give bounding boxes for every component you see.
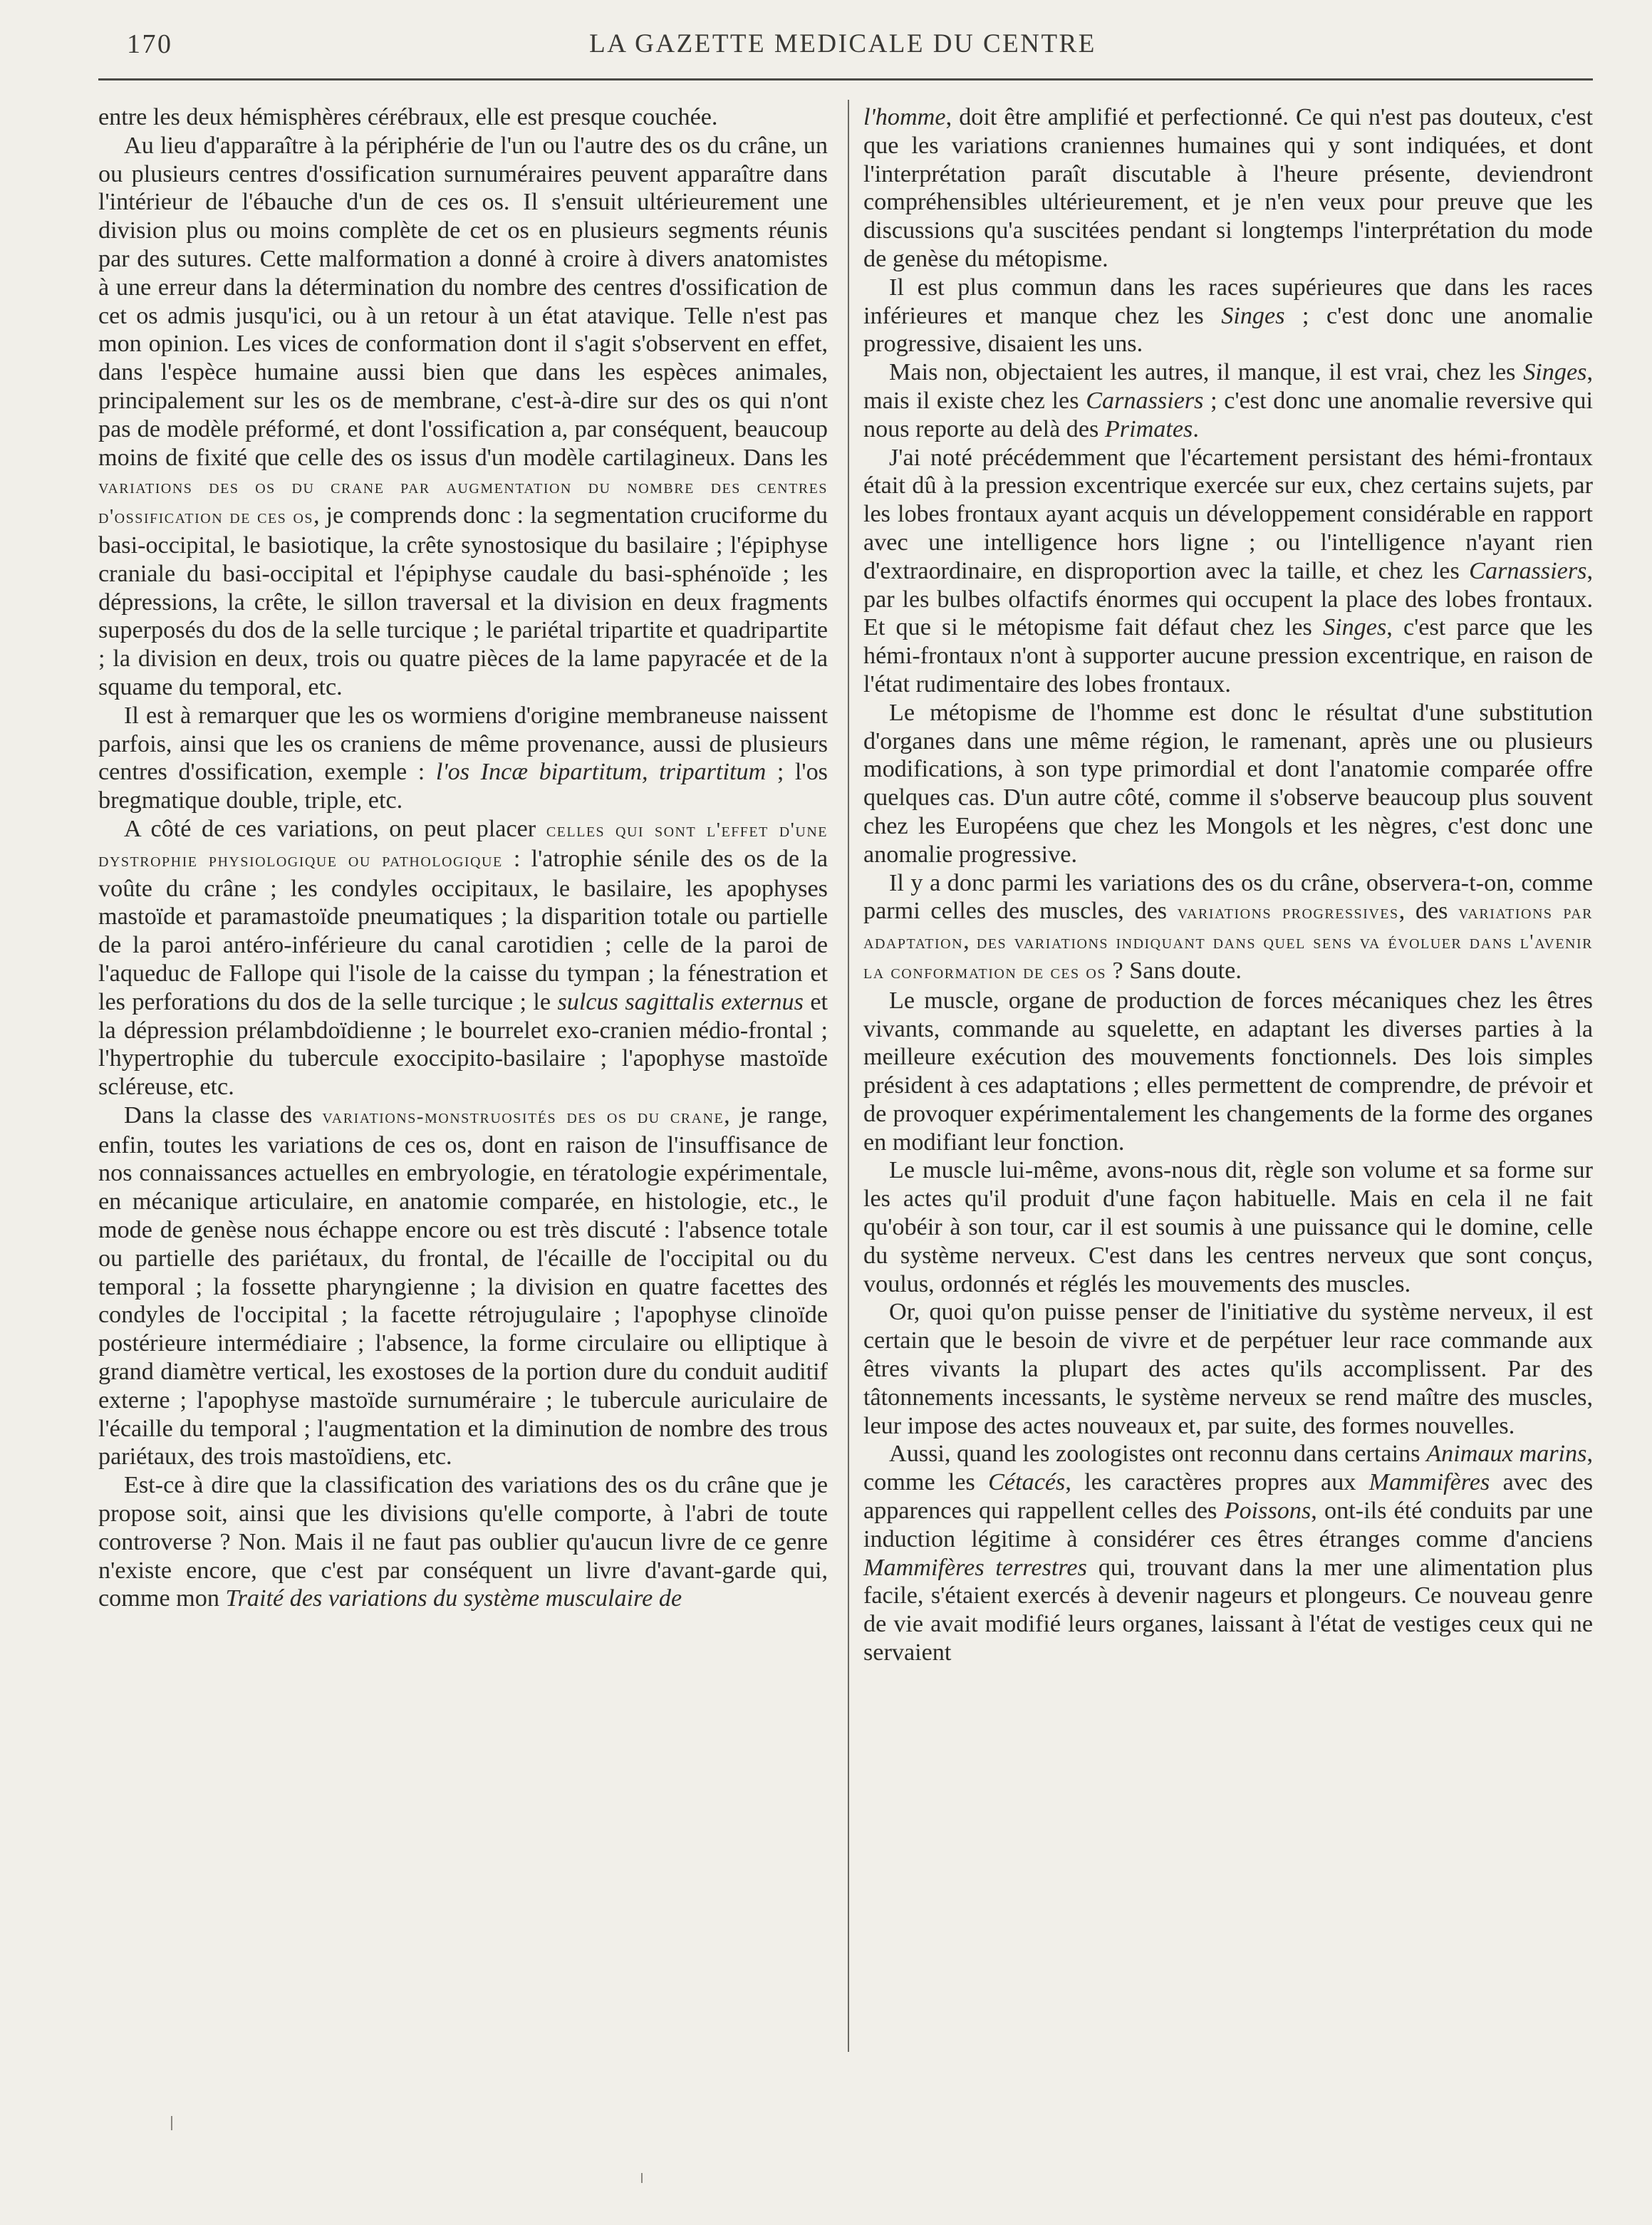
paragraph: Il y a donc parmi les variations des os du crâne, observera-t-on, comme parmi celles des muscles, des variations progressives, des variations par adaptation, des variations indiquant dans quel sens va évoluer dans l'avenir la conformation de ces os ? Sans doute. [863, 869, 1593, 984]
column-divider [848, 100, 849, 2052]
paragraph: Aussi, quand les zoologistes ont reconnu dans certains Animaux marins, comme les Cétacés, les caractères propres aux Mammifères avec des apparences qui rappellent celles des Poissons, ont-ils été conduits par une induction légitime à considérer ces êtres étranges comme d'anciens Mammifères terrestres qui, trouvant dans la mer une alimentation plus facile, s'étaient exercés à devenir nageurs et plongeurs. Ce nouveau genre de vie avait modifié leurs organes, laissant à l'état de vestiges ceux qui ne servaient [863, 1441, 1594, 1666]
paragraph: Le métopisme de l'homme est donc le résultat d'une substitution d'organes dans une même région, le ramenant, après une ou plusieurs modifications, à son type primordial et dont l'anatomie comparée offre quelques cas. D'un autre côté, comme il s'observe beaucoup plus souvent chez les Européens que chez les Mongols et les nègres, c'est donc une anomalie progressive. [863, 699, 1593, 868]
paragraph: Le muscle, organe de production de forces mécaniques chez les êtres vivants, commande au squelette, en adaptant les diverses parties à la meilleure exécution des mouvements fonctionnels. Des lois simples président à ces adaptations ; elles permettent de comprendre, de prévoir et de provoquer expérimentalement les changements de la forme des organes en modifiant leur fonction. [863, 987, 1593, 1156]
page-number: 170 [127, 29, 173, 59]
page-header [91, 24, 1594, 68]
paragraph: l'homme, doit être amplifié et perfectionné. Ce qui n'est pas douteux, c'est que les variations craniennes humaines qui y sont indiquées, et dont l'interprétation paraît discutable à l'heure présente, deviendront compréhensibles ultérieurement, et je n'en veux pour preuve que les discussions qu'a suscitées pendant si longtemps l'interprétation du mode de genèse du métopisme. [863, 104, 1593, 272]
paragraph: Le muscle lui-même, avons-nous dit, règle son volume et sa forme sur les actes qu'il produit d'une façon habituelle. Mais en cela il ne fait qu'obéir à son tour, car il est soumis à une puissance qui le domine, celle du système nerveux. C'est dans les centres nerveux que sont conçus, voulus, ordonnés et réglés les mouvements des muscles. [863, 1157, 1593, 1297]
header-rule [98, 78, 1593, 81]
paragraph: Au lieu d'apparaître à la périphérie de l'un ou l'autre des os du crâne, un ou plusieurs centres d'ossification surnuméraires peuvent apparaître dans l'intérieur de l'ébauche d'un de ces os. Il s'ensuit ultérieurement une division plus ou moins complète de cet os en plusieurs segments réunis par des sutures. Cette malformation a donné à croire à divers anatomistes à une erreur dans la détermination du nombre des centres d'ossification de cet os admis jusqu'ici, ou à un retour à un état atavique. Telle n'est pas mon opinion. Les vices de conformation dont il s'agit s'observent en effet, dans l'espèce humaine aussi bien que dans les espèces animales, principalement sur les os de membrane, c'est-à-dire sur des os qui n'ont pas de modèle préformé, et dont l'ossification a, par conséquent, beaucoup moins de fixité que celle des os issus d'un modèle cartilagineux. Dans les variations des os du crane par augmentation du nombre des centres d'ossification de ces os, je comprends donc : la segmentation cruciforme du basi-occipital, le basiotique, la crête synostosique du basilaire ; l'épiphyse craniale du basi-occipital et l'épiphyse caudale du basi-sphénoïde ; les dépressions, la crête, le sillon traversal et la division en deux fragments superposés du dos de la selle turcique ; le pariétal tripartite et quadripartite ; la division en deux, trois ou quatre pièces de la lame papyracée et de la squame du temporal, etc. [98, 132, 828, 700]
paragraph: Est-ce à dire que la classification des variations des os du crâne que je propose soit, ainsi que les divisions qu'elle comporte, à l'abri de toute controverse ? Non. Mais il ne faut pas oublier qu'aucun livre de ce genre n'existe encore, que c'est par conséquent un livre d'avant-garde qui, comme mon Traité des variations du système musculaire de [98, 1472, 828, 1612]
running-title: LA GAZETTE MEDICALE DU CENTRE [589, 29, 1096, 58]
right-column [863, 103, 1593, 1667]
paragraph: Dans la classe des variations-monstruosités des os du crane, je range, enfin, toutes les variations de ces os, dont en raison de l'insuffisance de nos connaissances actuelles en embryologie, en tératologie expérimentale, en mécanique articulaire, en anatomie comparée, en histologie, etc., le mode de genèse nous échappe encore ou est très discuté : l'absence totale ou partielle des pariétaux, du frontal, de l'écaille de l'occipital ou du temporal ; la fossette pharyngienne ; la division en quatre facettes des condyles de l'occipital ; la facette rétrojugulaire ; l'apophyse clinoïde postérieure intermédiaire ; l'absence, la forme circulaire ou elliptique à grand diamètre vertical, les exostoses de la portion dure du conduit auditif externe ; l'apophyse mastoïde surnuméraire ; le tubercule auriculaire de l'écaille du temporal ; l'augmentation et la diminution de nombre des trous pariétaux, des trois mastoïdiens, etc. [98, 1101, 828, 1471]
paragraph: entre les deux hémisphères cérébraux, elle est presque couchée. [98, 104, 718, 130]
paragraph: Il est plus commun dans les races supérieures que dans les races inférieures et manque chez les Singes ; c'est donc une anomalie progressive, disaient les uns. [863, 274, 1593, 358]
paragraph: Il est à remarquer que les os wormiens d'origine membraneuse naissent parfois, ainsi que les os craniens de même provenance, aussi de plusieurs centres d'ossification, exemple : l'os Incæ bipartitum, tripartitum ; l'os bregmatique double, triple, etc. [98, 702, 828, 814]
paragraph: J'ai noté précédemment que l'écartement persistant des hémi-frontaux était dû à la pression excentrique exercée sur eux, chez certains sujets, par les lobes frontaux ayant acquis un développement considérable en rapport avec une intelligence hors ligne ; ou l'intelligence n'ayant rien d'extraordinaire, en disproportion avec la taille, et chez les Carnassiers, par les bulbes olfactifs énormes qui occupent la place des lobes frontaux. Et que si le métopisme fait défaut chez les Singes, c'est parce que les hémi-frontaux n'ont à supporter aucune pression excentrique, en raison de l'état rudimentaire des lobes frontaux. [863, 444, 1593, 697]
paragraph: Mais non, objectaient les autres, il manque, il est vrai, chez les Singes, mais il existe chez les Carnassiers ; c'est donc une anomalie reversive qui nous reporte au delà des Primates. [863, 359, 1593, 442]
paragraph: A côté de ces variations, on peut placer celles qui sont l'effet d'une dystrophie physiologique ou pathologique : l'atrophie sénile des os de la voûte du crâne ; les condyles occipitaux, le basilaire, les apophyses mastoïde et paramastoïde pneumatiques ; la disparition totale ou partielle de la paroi antéro-inférieure du canal carotidien ; celle de la paroi de l'aqueduc de Fallope qui l'isole de la caisse du tympan ; la fénestration et les perforations du dos de la selle turcique ; le sulcus sagittalis externus et la dépression prélambdoïdienne ; le bourrelet exo-cranien médio-frontal ; l'hypertrophie du tubercule exoccipito-basilaire ; l'apophyse mastoïde scléreuse, etc. [98, 815, 828, 1101]
left-column [98, 103, 828, 1613]
print-speck [171, 2116, 172, 2130]
paragraph: Or, quoi qu'on puisse penser de l'initiative du système nerveux, il est certain que le besoin de vivre et de perpétuer leur race commande aux êtres vivants la plupart des actes qu'ils accomplissent. Par des tâtonnements incessants, le système nerveux se rend maître des muscles, leur impose des actes nouveaux et, par suite, des formes nouvelles. [863, 1299, 1593, 1439]
print-speck [641, 2173, 643, 2183]
